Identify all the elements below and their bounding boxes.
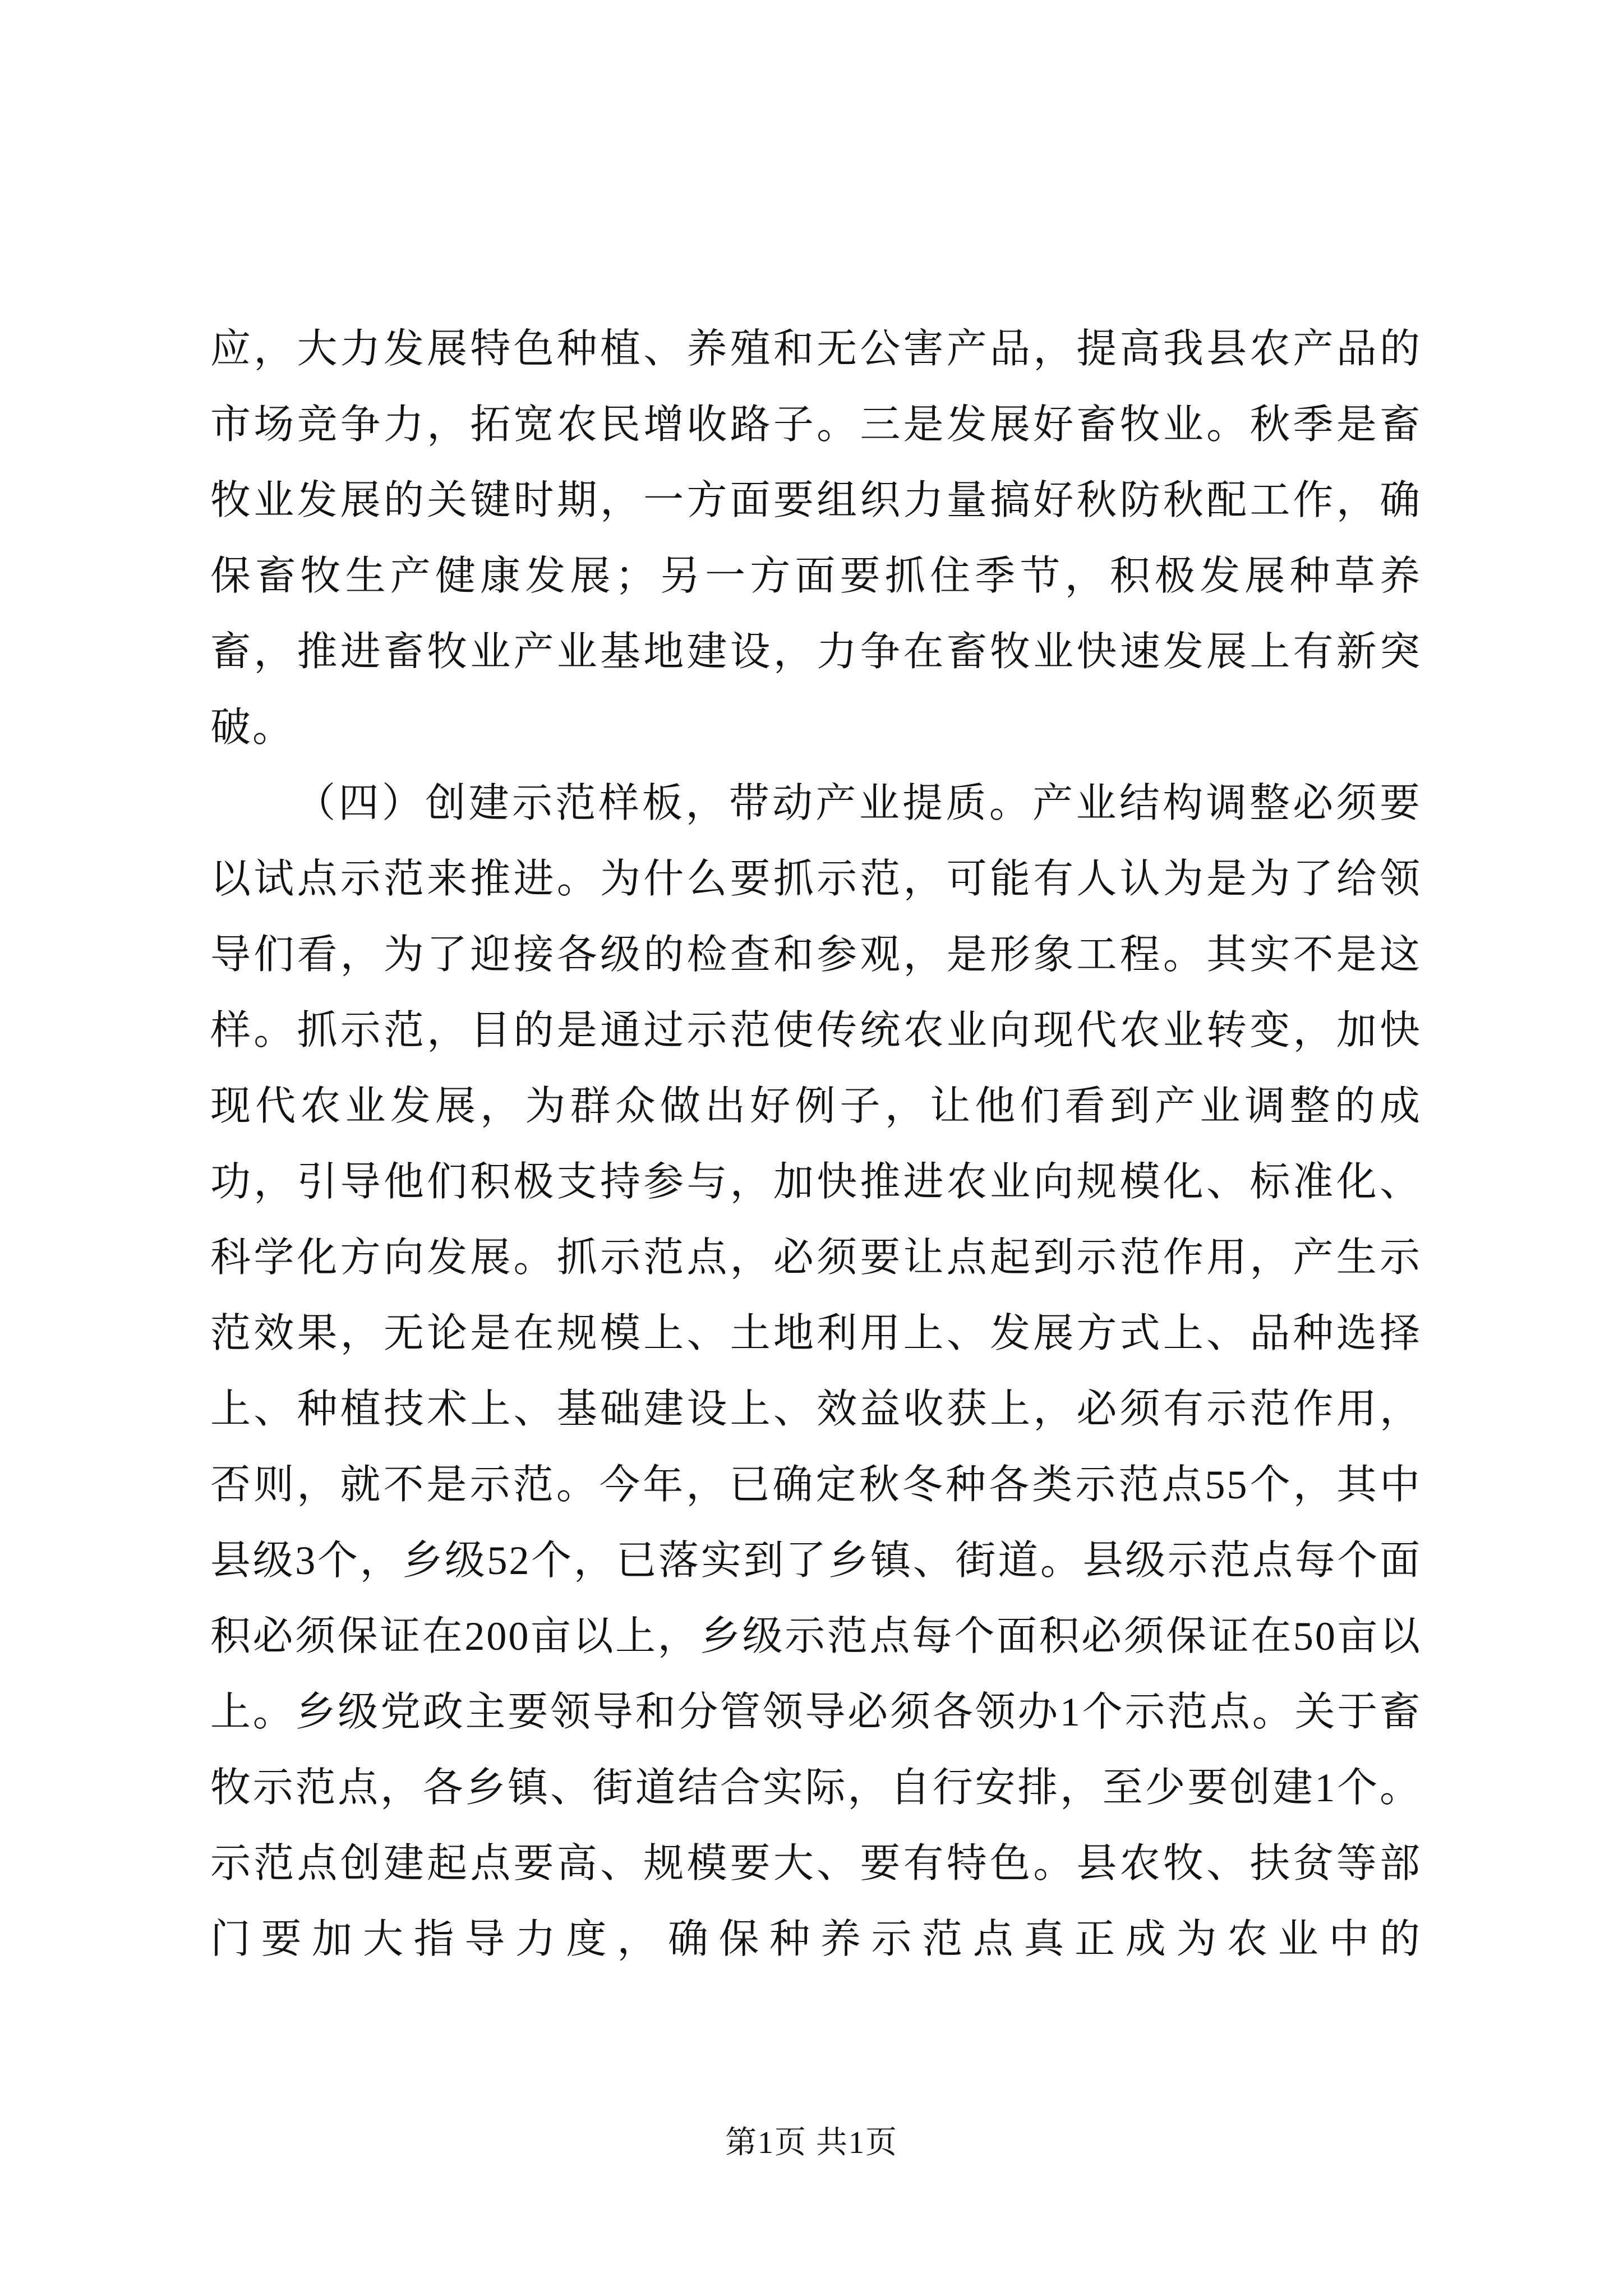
paragraph-1: 应，大力发展特色种植、养殖和无公害产品，提高我县农产品的市场竞争力，拓宽农民增收路子。三是发展好畜牧业。秋季是畜牧业发展的关键时期，一方面要组织力量搞好秋防秋配工作，确保畜牧生产健康发展；另一方面要抓住季节，积极发展种草养畜，推进畜牧业产业基地建设，力争在畜牧业快速发展上有新突破。 [210, 326, 1422, 750]
document-body [210, 311, 1422, 1977]
paragraph-2: （四）创建示范样板，带动产业提质。产业结构调整必须要以试点示范来推进。为什么要抓示范，可能有人认为是为了给领导们看，为了迎接各级的检查和参观，是形象工程。其实不是这样。抓示范，目的是通过示范使传统农业向现代农业转变，加快现代农业发展，为群众做出好例子，让他们看到产业调整的成功，引导他们积极支持参与，加快推进农业向规模化、标准化、科学化方向发展。抓示范点，必须要让点起到示范作用，产生示范效果，无论是在规模上、土地利用上、发展方式上、品种选择上、种植技术上、基础建设上、效益收获上，必须有示范作用，否则，就不是示范。今年，已确定秋冬种各类示范点55个，其中县级3个，乡级52个，已落实到了乡镇、街道。县级示范点每个面积必须保证在200亩以上，乡级示范点每个面积必须保证在50亩以上。乡级党政主要领导和分管领导必须各领办1个示范点。关于畜牧示范点，各乡镇、街道结合实际，自行安排，至少要创建1个。示范点创建起点要高、规模要大、要有特色。县农牧、扶贫等部门要加大指导力度，确保种养示范点真正成为农业中的 [210, 781, 1422, 1962]
page-number-footer: 第1页 共1页 [725, 2125, 898, 2160]
